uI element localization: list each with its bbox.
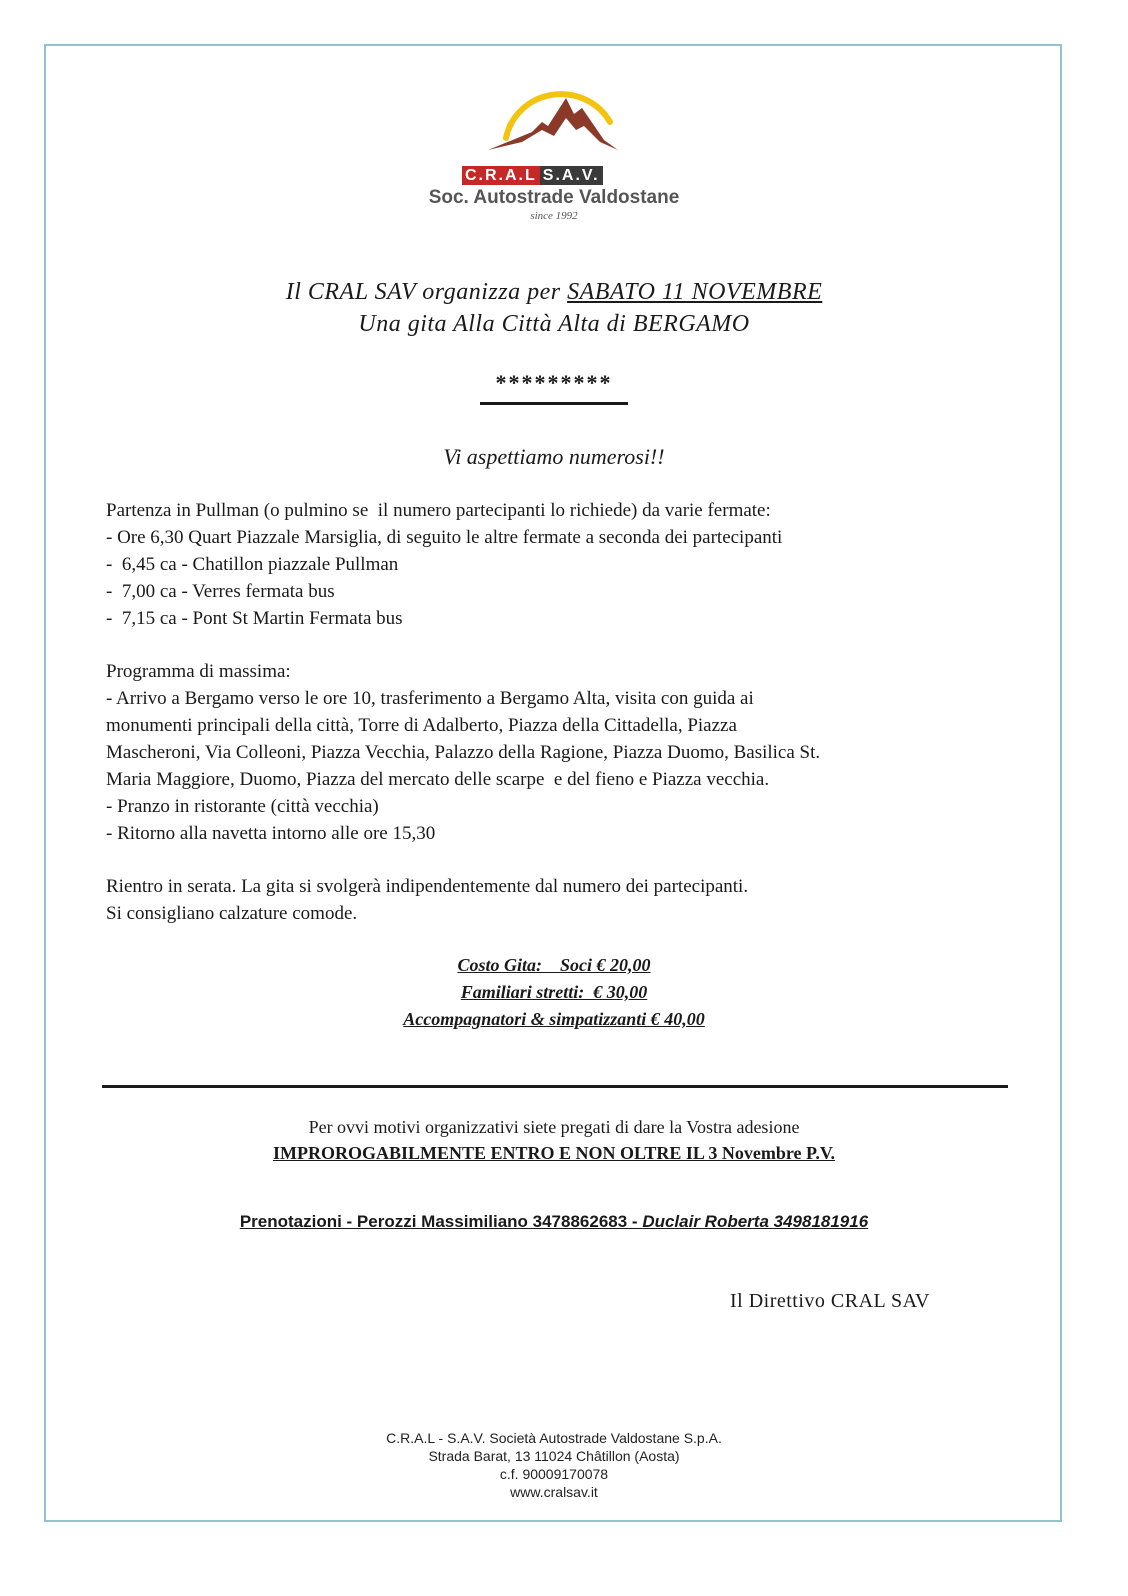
signature: Il Direttivo CRAL SAV — [730, 1290, 930, 1312]
title-prefix: Il CRAL SAV organizza per — [285, 279, 568, 305]
booking-contact-1: Prenotazioni - Perozzi Massimiliano 3478862683 - — [239, 1212, 643, 1231]
departure-section — [106, 497, 782, 632]
horizontal-divider — [102, 1085, 1008, 1088]
program-line: - Pranzo in ristorante (città vecchia) — [106, 796, 379, 817]
logo-company-name: Soc. Autostrade Valdostane — [428, 187, 680, 208]
title-line-1 — [0, 276, 1108, 308]
program-line: monumenti principali della città, Torre di Adalberto, Piazza della Cittadella, Piazza — [106, 715, 737, 736]
note-line: Rientro in serata. La gita si svolgerà indipendentemente dal numero dei partecipanti. — [106, 876, 749, 897]
list-item: - Ore 6,30 Quart Piazzale Marsiglia, di seguito le altre fermate a seconda dei partecipanti — [106, 527, 783, 548]
event-title — [0, 276, 1108, 340]
logo-since: since 1992 — [530, 210, 578, 222]
cost-members: Costo Gita: Soci € 20,00 — [457, 955, 651, 975]
program-line: - Ritorno alla navetta intorno alle ore 15,30 — [106, 823, 436, 844]
logo-badge-sav: S.A.V. — [540, 166, 603, 185]
notice-line-1: Per ovvi motivi organizzativi siete pregati di dare la Vostra adesione — [308, 1117, 800, 1137]
list-item: - 6,45 ca - Chatillon piazzale Pullman — [106, 554, 399, 575]
program-line: Maria Maggiore, Duomo, Piazza del mercato delle scarpe e del fieno e Piazza vecchia. — [106, 769, 770, 790]
footer — [0, 1429, 1108, 1501]
welcome-text: Vi aspettiamo numerosi!! — [443, 444, 665, 469]
star-separator: ********* — [480, 370, 628, 405]
program-line: Mascheroni, Via Colleoni, Piazza Vecchia, Palazzo della Ragione, Piazza Duomo, Basilica St. — [106, 742, 821, 763]
notice-deadline: IMPROROGABILMENTE ENTRO E NON OLTRE IL 3 Novembre P.V. — [272, 1143, 836, 1163]
program-heading: Programma di massima: — [106, 661, 291, 682]
booking-contacts — [0, 1212, 1108, 1232]
logo-badge-cral: C.R.A.L — [462, 166, 540, 185]
note-line: Si consigliano calzature comode. — [106, 903, 358, 924]
registration-notice — [0, 1114, 1108, 1166]
title-line-2: Una gita Alla Città Alta di BERGAMO — [358, 311, 750, 337]
mountain-sun-icon — [414, 80, 704, 170]
notes-section — [106, 873, 748, 927]
logo-badge — [462, 166, 603, 185]
cost-family: Familiari stretti: € 30,00 — [460, 982, 648, 1002]
list-item: - 7,15 ca - Pont St Martin Fermata bus — [106, 608, 403, 629]
cral-sav-logo — [414, 80, 704, 230]
event-date: SABATO 11 NOVEMBRE — [567, 279, 823, 305]
departure-intro: Partenza in Pullman (o pulmino se il numero partecipanti lo richiede) da varie fermate: — [106, 500, 771, 521]
footer-company: C.R.A.L - S.A.V. Società Autostrade Valdostane S.p.A. — [386, 1430, 722, 1446]
booking-contact-2: Duclair Roberta 3498181916 — [642, 1212, 869, 1231]
list-item: - 7,00 ca - Verres fermata bus — [106, 581, 335, 602]
footer-address: Strada Barat, 13 11024 Châtillon (Aosta) — [428, 1448, 680, 1464]
program-line: - Arrivo a Bergamo verso le ore 10, trasferimento a Bergamo Alta, visita con guida ai — [106, 688, 754, 709]
footer-website[interactable]: www.cralsav.it — [510, 1484, 598, 1500]
cost-companions: Accompagnatori & simpatizzanti € 40,00 — [403, 1009, 705, 1029]
costs-section — [0, 952, 1108, 1033]
footer-tax-code: c.f. 90009170078 — [499, 1466, 609, 1482]
program-section — [106, 658, 820, 847]
